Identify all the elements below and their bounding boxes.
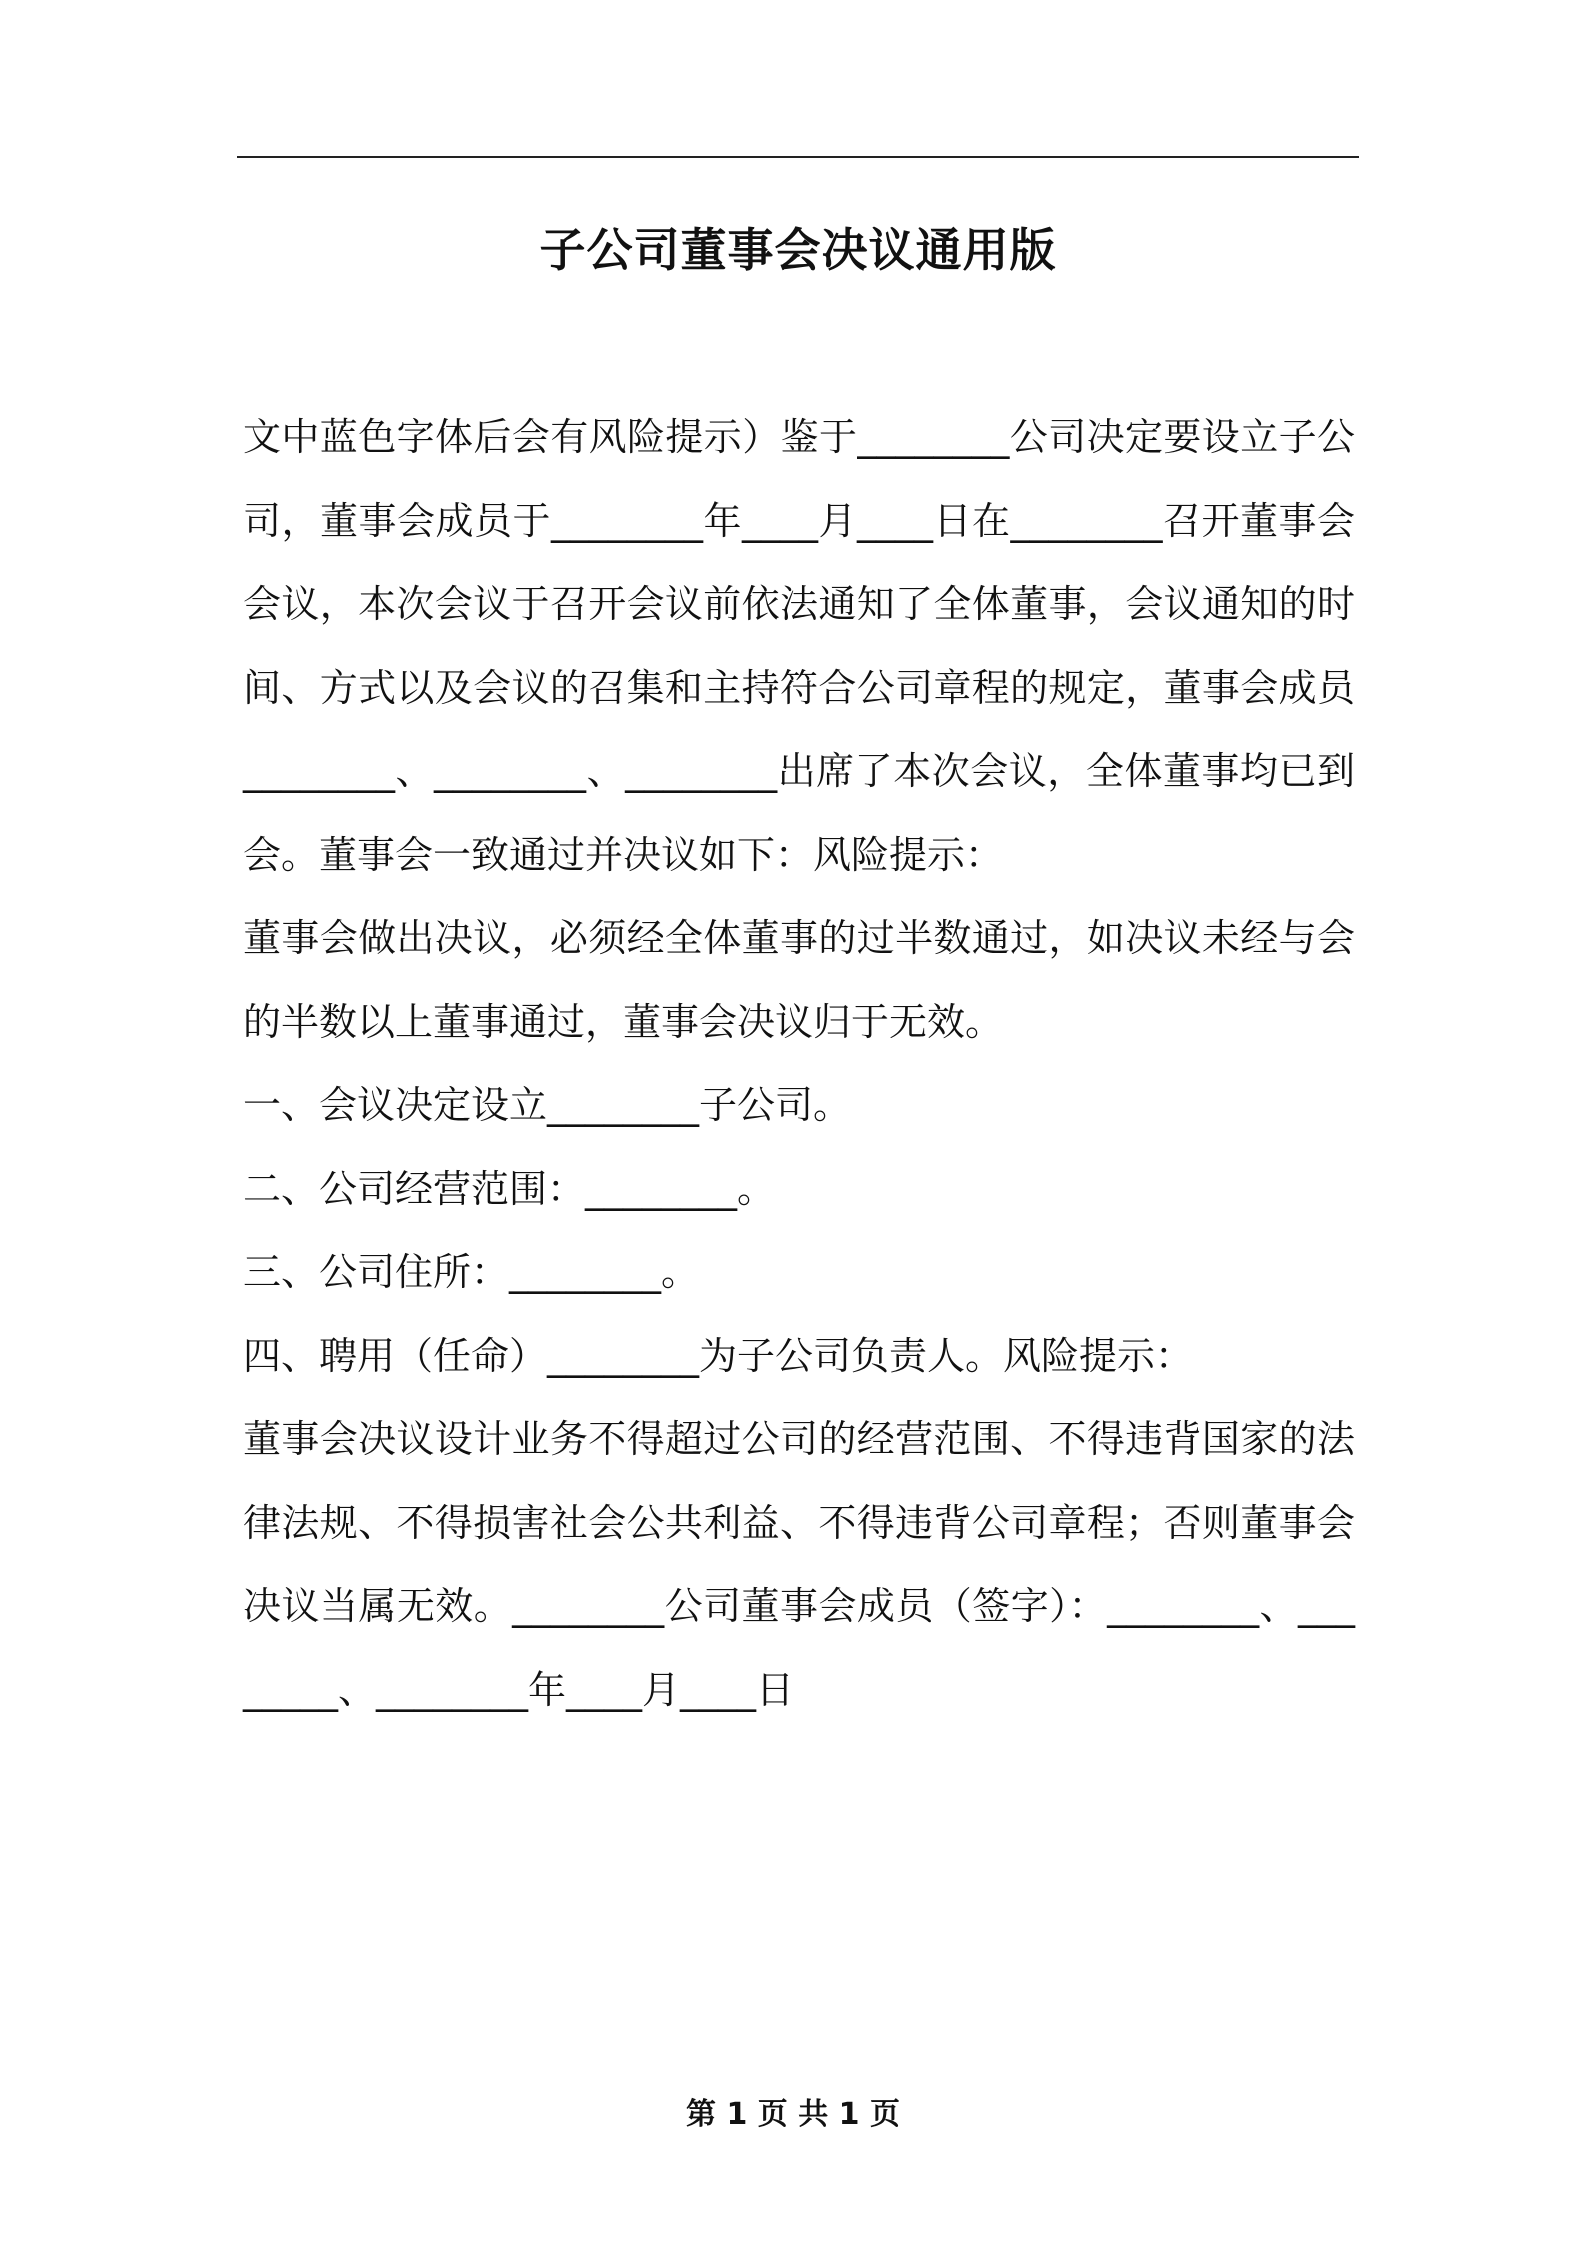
document-body (243, 396, 1355, 1732)
document-title: 子公司董事会决议通用版 (539, 223, 1057, 277)
resolution-item-3: 三、公司住所：________。 (243, 1250, 700, 1294)
header-rule (237, 156, 1359, 158)
resolution-item-2: 二、公司经营范围：________。 (243, 1166, 776, 1211)
page-number: 第 1 页 共 1 页 (686, 2097, 900, 2132)
paragraph-risk-note-2-signature: 董事会决议设计业务不得超过公司的经营范围、不得违背国家的法律法规、不得损害社会公共利益、不得违背公司章程；否则董事会决议当属无效。________公司董事会成员（签字）：________、________、________年____月____日 (243, 1417, 1355, 1712)
paragraph-risk-note-1: 董事会做出决议，必须经全体董事的过半数通过，如决议未经与会的半数以上董事通过，董事会决议归于无效。 (243, 916, 1355, 1044)
paragraph-intro: 文中蓝色字体后会有风险提示）鉴于________公司决定要设立子公司，董事会成员于________年____月____日在________召开董事会会议，本次会议于召开会议前依法通知了全体董事，会议通知的时间、方式以及会议的召集和主持符合公司章程的规定，董事会成员________、________、________出席了本次会议，全体董事均已到会。董事会一致通过并决议如下：风险提示： (243, 415, 1355, 877)
resolution-item-4: 四、聘用（任命）________为子公司负责人。风险提示： (243, 1333, 1194, 1378)
resolution-item-1: 一、会议决定设立________子公司。 (243, 1083, 852, 1127)
page-footer (0, 2090, 1586, 2140)
